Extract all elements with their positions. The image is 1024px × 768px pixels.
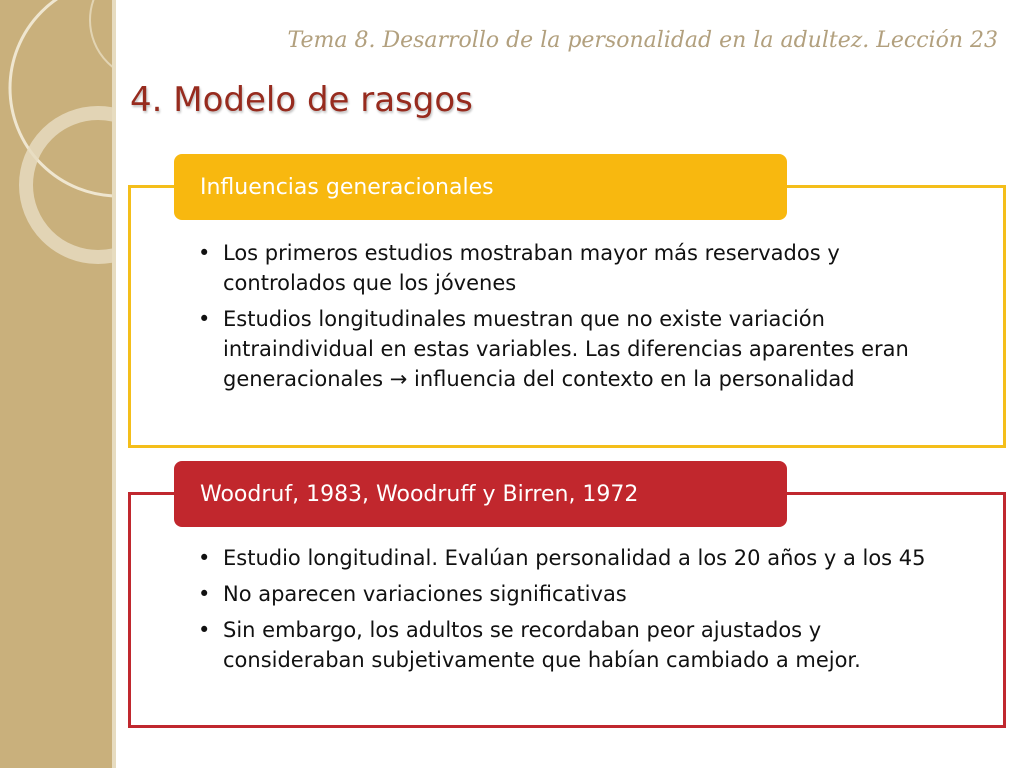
list-item-text: Estudio longitudinal. Evalúan personalidad a los 20 años y a los 45 bbox=[223, 546, 926, 570]
list-item bbox=[196, 238, 956, 298]
bullet-marker: • bbox=[198, 618, 211, 642]
bullet-list-influencias bbox=[196, 238, 956, 400]
decorative-circles bbox=[0, 0, 112, 768]
bullet-marker: • bbox=[198, 546, 211, 570]
section-heading-woodruff: Woodruf, 1983, Woodruff y Birren, 1972 bbox=[174, 461, 787, 527]
bullet-marker: • bbox=[198, 241, 211, 265]
section-heading-influencias: Influencias generacionales bbox=[174, 154, 787, 220]
list-item-text: Estudios longitudinales muestran que no existe variación intraindividual en estas variables. Las diferencias aparentes eran generacionales → influencia del contexto en la personalidad bbox=[223, 307, 909, 391]
bullet-list-woodruff bbox=[196, 543, 956, 681]
bullet-marker: • bbox=[198, 307, 211, 331]
list-item bbox=[196, 543, 956, 573]
list-item bbox=[196, 615, 956, 675]
list-item-text: No aparecen variaciones significativas bbox=[223, 582, 627, 606]
presentation-header: Tema 8. Desarrollo de la personalidad en la adultez. Lección 23 bbox=[287, 28, 998, 53]
list-item-text: Los primeros estudios mostraban mayor más reservados y controlados que los jóvenes bbox=[223, 241, 840, 295]
bullet-marker: • bbox=[198, 582, 211, 606]
list-item bbox=[196, 579, 956, 609]
list-item-text: Sin embargo, los adultos se recordaban peor ajustados y consideraban subjetivamente que habían cambiado a mejor. bbox=[223, 618, 861, 672]
page-title: 4. Modelo de rasgos bbox=[130, 80, 473, 120]
decorative-sidebar bbox=[0, 0, 116, 768]
list-item bbox=[196, 304, 956, 394]
